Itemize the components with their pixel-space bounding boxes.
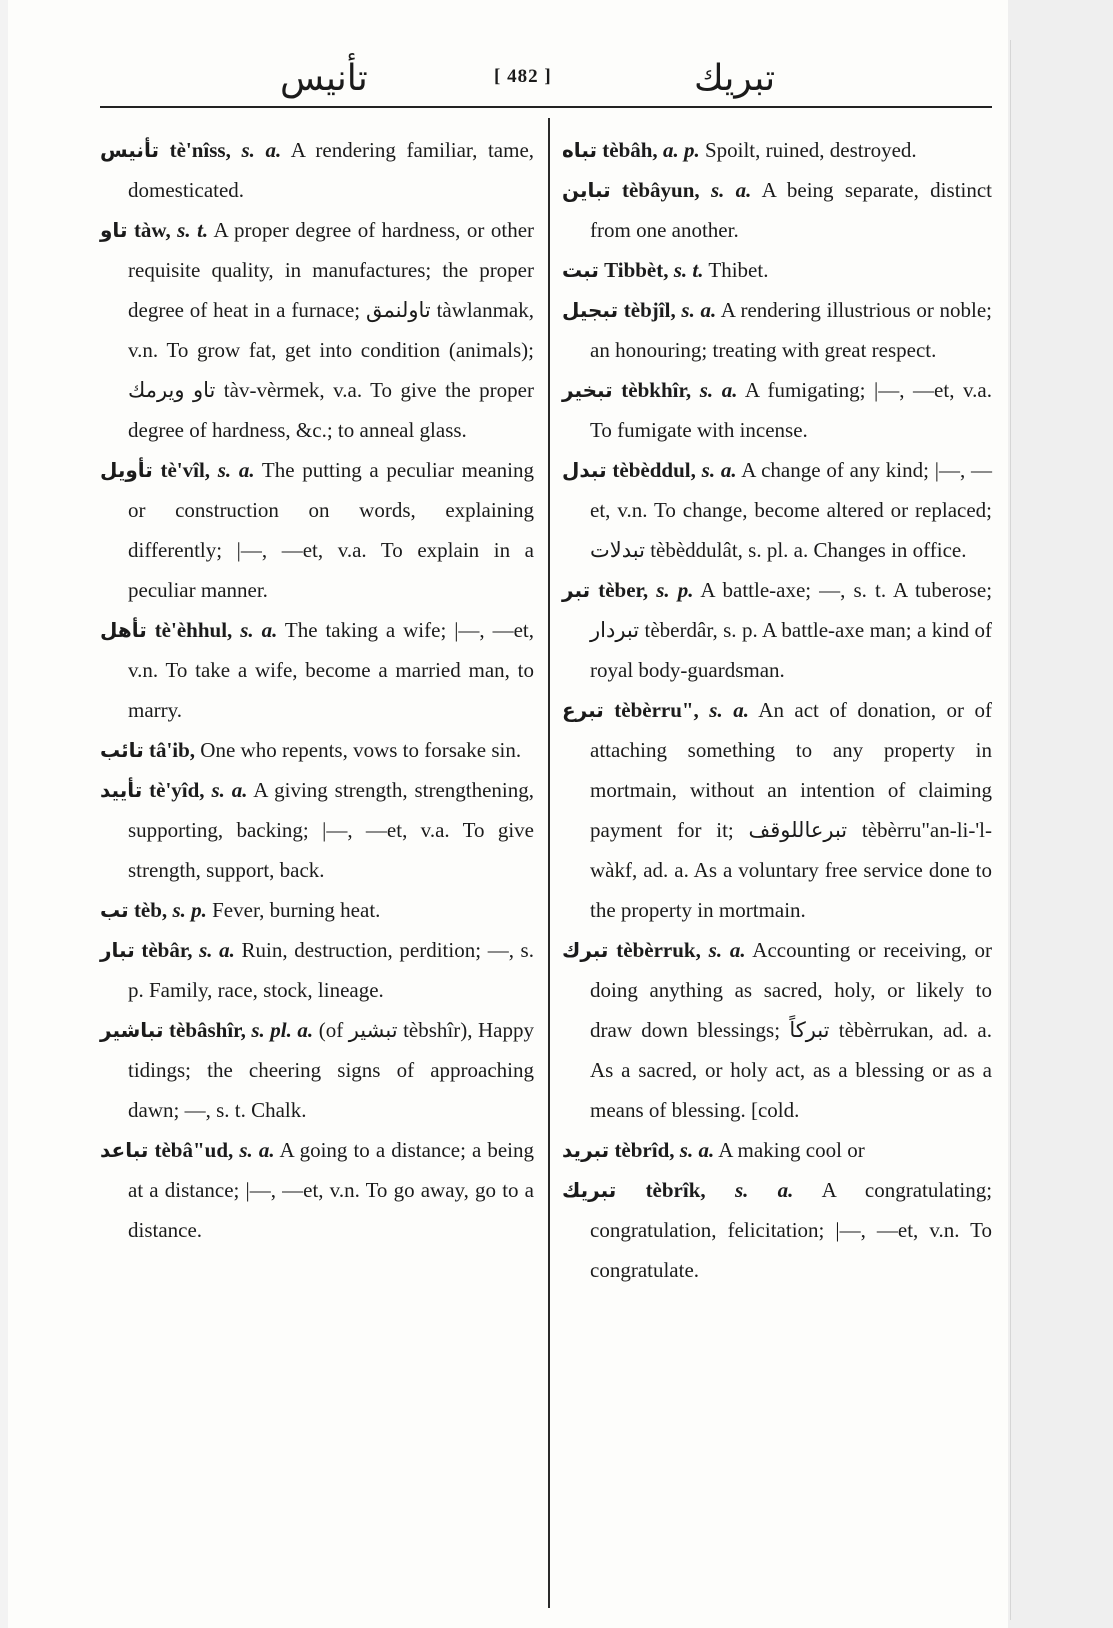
- entry-arabic: تبريد: [562, 1138, 610, 1162]
- entry-headword: tèbâyun,: [622, 178, 700, 202]
- entry-arabic: تائب: [100, 738, 144, 762]
- dictionary-entry: [562, 170, 992, 250]
- entry-headword: tèbâshîr,: [169, 1018, 246, 1042]
- entry-grammar: s. t.: [673, 258, 704, 282]
- entry-headword: tèber,: [598, 578, 649, 602]
- entry-headword: tèbjîl,: [623, 298, 676, 322]
- dictionary-entry: [100, 1010, 534, 1130]
- dictionary-entry: [100, 930, 534, 1010]
- header-rule: [100, 106, 992, 108]
- entry-grammar: a. p.: [662, 138, 700, 162]
- entry-definition: A rendering illustrious or noble; an honouring; treating with great respect.: [590, 298, 992, 362]
- dictionary-entry: [100, 610, 534, 730]
- entry-arabic: تبت: [562, 258, 599, 282]
- entry-definition: (of تبشير tèbshîr), Happy tidings; the cheering signs of approaching dawn; —, s. t. Chalk.: [128, 1018, 534, 1122]
- entry-grammar: s. a.: [217, 458, 255, 482]
- dictionary-entry: [562, 450, 992, 570]
- entry-definition: Spoilt, ruined, destroyed.: [704, 138, 917, 162]
- entry-arabic: تباعد: [100, 1138, 149, 1162]
- entry-headword: tèb,: [133, 898, 168, 922]
- entry-arabic: تباشير: [100, 1018, 164, 1042]
- entry-definition: A change of any kind; |—, —et, v.n. To change, become altered or replaced; تبدلات tèbèddulât, s. pl. a. Changes in office.: [590, 458, 993, 562]
- entry-headword: tèbèrru",: [614, 698, 699, 722]
- header-right-word: تبريك: [694, 58, 776, 99]
- dictionary-entry: [100, 730, 534, 770]
- entry-headword: tèbèrruk,: [616, 938, 701, 962]
- dictionary-entry: [100, 890, 534, 930]
- dictionary-entry: [100, 210, 534, 450]
- dictionary-entry: [100, 130, 534, 210]
- entry-arabic: تأييد: [100, 778, 143, 802]
- dictionary-entry: [562, 1170, 992, 1290]
- entry-grammar: s. a.: [241, 138, 282, 162]
- entry-headword: tèbrîd,: [614, 1138, 675, 1162]
- entry-grammar: s. a.: [679, 1138, 715, 1162]
- entry-arabic: تأويل: [100, 458, 153, 482]
- page-edge: [1008, 0, 1113, 1628]
- entry-arabic: تباين: [562, 178, 611, 202]
- entry-definition: A fumigating; |—, —et, v.a. To fumigate with incense.: [590, 378, 992, 442]
- dictionary-entry: [562, 290, 992, 370]
- dictionary-entry: [562, 130, 992, 170]
- entry-grammar: s. t.: [177, 218, 209, 242]
- entry-grammar: s. a.: [734, 1178, 794, 1202]
- entry-headword: tâ'ib,: [148, 738, 196, 762]
- entry-headword: tàw,: [133, 218, 171, 242]
- entry-headword: tè'vîl,: [160, 458, 211, 482]
- dictionary-entry: [100, 450, 534, 610]
- entry-definition: A congratulating; congratulation, felicitation; |—, —et, v.n. To congratulate.: [590, 1178, 993, 1282]
- entry-headword: tè'yîd,: [149, 778, 205, 802]
- entry-grammar: s. a.: [709, 698, 749, 722]
- right-column: [562, 130, 992, 1290]
- entry-grammar: s. a.: [701, 458, 737, 482]
- page-number: [ 482 ]: [494, 66, 552, 87]
- entry-headword: tè'èhhul,: [154, 618, 233, 642]
- dictionary-entry: [562, 930, 992, 1130]
- entry-definition: Ruin, destruction, perdition; —, s. p. Family, race, stock, lineage.: [128, 938, 534, 1002]
- entry-headword: tè'nîss,: [169, 138, 231, 162]
- entry-arabic: تباه: [562, 138, 597, 162]
- dictionary-entry: [562, 250, 992, 290]
- entry-arabic: تأنيس: [100, 138, 159, 162]
- entry-grammar: s. a.: [710, 178, 752, 202]
- entry-definition: A giving strength, strengthening, supporting, backing; |—, —et, v.a. To give strength, support, back.: [128, 778, 535, 882]
- entry-headword: tèbâh,: [602, 138, 658, 162]
- entry-arabic: تبخير: [562, 378, 613, 402]
- entry-definition: A rendering familiar, tame, domesticated.: [128, 138, 535, 202]
- dictionary-entry: [562, 1130, 992, 1170]
- dictionary-entry: [562, 690, 992, 930]
- dictionary-entry: [562, 570, 992, 690]
- entry-arabic: تبدل: [562, 458, 607, 482]
- entry-definition: Fever, burning heat.: [212, 898, 381, 922]
- entry-arabic: تب: [100, 898, 129, 922]
- entry-headword: tèbâr,: [141, 938, 193, 962]
- entry-grammar: s. a.: [708, 938, 746, 962]
- entry-grammar: s. pl. a.: [251, 1018, 314, 1042]
- entry-headword: tèbâ"ud,: [154, 1138, 234, 1162]
- entry-definition: A battle-axe; —, s. t. A tuberose; تبردار tèberdâr, s. p. A battle-axe man; a kind of royal body-guardsman.: [590, 578, 993, 682]
- dictionary-entry: [100, 770, 534, 890]
- entry-definition: One who repents, vows to forsake sin.: [200, 738, 522, 762]
- entry-definition: Accounting or receiving, or doing anything as sacred, holy, or likely to draw down blessings; تبركاً tèbèrrukan, ad. a. As a sacred, or holy act, as a blessing or as a means of blessing. [cold.: [590, 938, 993, 1122]
- entry-arabic: تبرع: [562, 698, 604, 722]
- entry-grammar: s. a.: [199, 938, 235, 962]
- entry-definition: An act of donation, or of attaching something to any property in mortmain, without an intention of claiming payment for it; تبرعاللوقف tèbèrru"an-li-'l-wàkf, ad. a. As a voluntary free service done to the property in mortmain.: [590, 698, 993, 922]
- entry-grammar: s. a.: [239, 1138, 275, 1162]
- entry-arabic: تبجيل: [562, 298, 619, 322]
- entry-arabic: تبار: [100, 938, 135, 962]
- entry-grammar: s. a.: [699, 378, 738, 402]
- entry-grammar: s. p.: [172, 898, 207, 922]
- page-edge-line: [1010, 40, 1011, 1620]
- entry-definition: A making cool or: [718, 1138, 865, 1162]
- entry-arabic: تبر: [562, 578, 591, 602]
- entry-arabic: تبرك: [562, 938, 609, 962]
- entry-grammar: s. a.: [240, 618, 278, 642]
- entry-grammar: s. p.: [656, 578, 694, 602]
- left-column: [100, 130, 534, 1250]
- entry-definition: A going to a distance; a being at a distance; |—, —et, v.n. To go away, go to a distance.: [128, 1138, 535, 1242]
- entry-headword: tèbèddul,: [612, 458, 696, 482]
- dictionary-entry: [562, 370, 992, 450]
- entry-headword: Tibbèt,: [604, 258, 669, 282]
- entry-arabic: تأهل: [100, 618, 147, 642]
- dictionary-entry: [100, 1130, 534, 1250]
- entry-definition: The taking a wife; |—, —et, v.n. To take a wife, become a married man, to marry.: [128, 618, 535, 722]
- entry-definition: A being separate, distinct from one another.: [590, 178, 993, 242]
- entry-headword: tèbrîk,: [645, 1178, 706, 1202]
- entry-grammar: s. a.: [681, 298, 717, 322]
- running-header: [100, 58, 992, 106]
- entry-definition: The putting a peculiar meaning or construction on words, explaining differently; |—, —et, v.a. To explain in a peculiar manner.: [128, 458, 534, 602]
- header-left-word: تأنيس: [280, 58, 368, 99]
- entry-arabic: تبريك: [562, 1178, 617, 1202]
- entry-headword: tèbkhîr,: [621, 378, 692, 402]
- entry-arabic: تاو: [100, 218, 128, 242]
- entry-grammar: s. a.: [211, 778, 248, 802]
- entry-definition: A proper degree of hardness, or other requisite quality, in manufactures; the proper degree of heat in a furnace; تاولنمق tàwlanmak, v.n. To grow fat, get into condition (animals); تاو ويرمك tàv-vèrmek, v.a. To give the proper degree of hardness, &c.; to anneal glass.: [128, 218, 535, 442]
- entry-definition: Thibet.: [708, 258, 769, 282]
- column-divider: [548, 118, 550, 1608]
